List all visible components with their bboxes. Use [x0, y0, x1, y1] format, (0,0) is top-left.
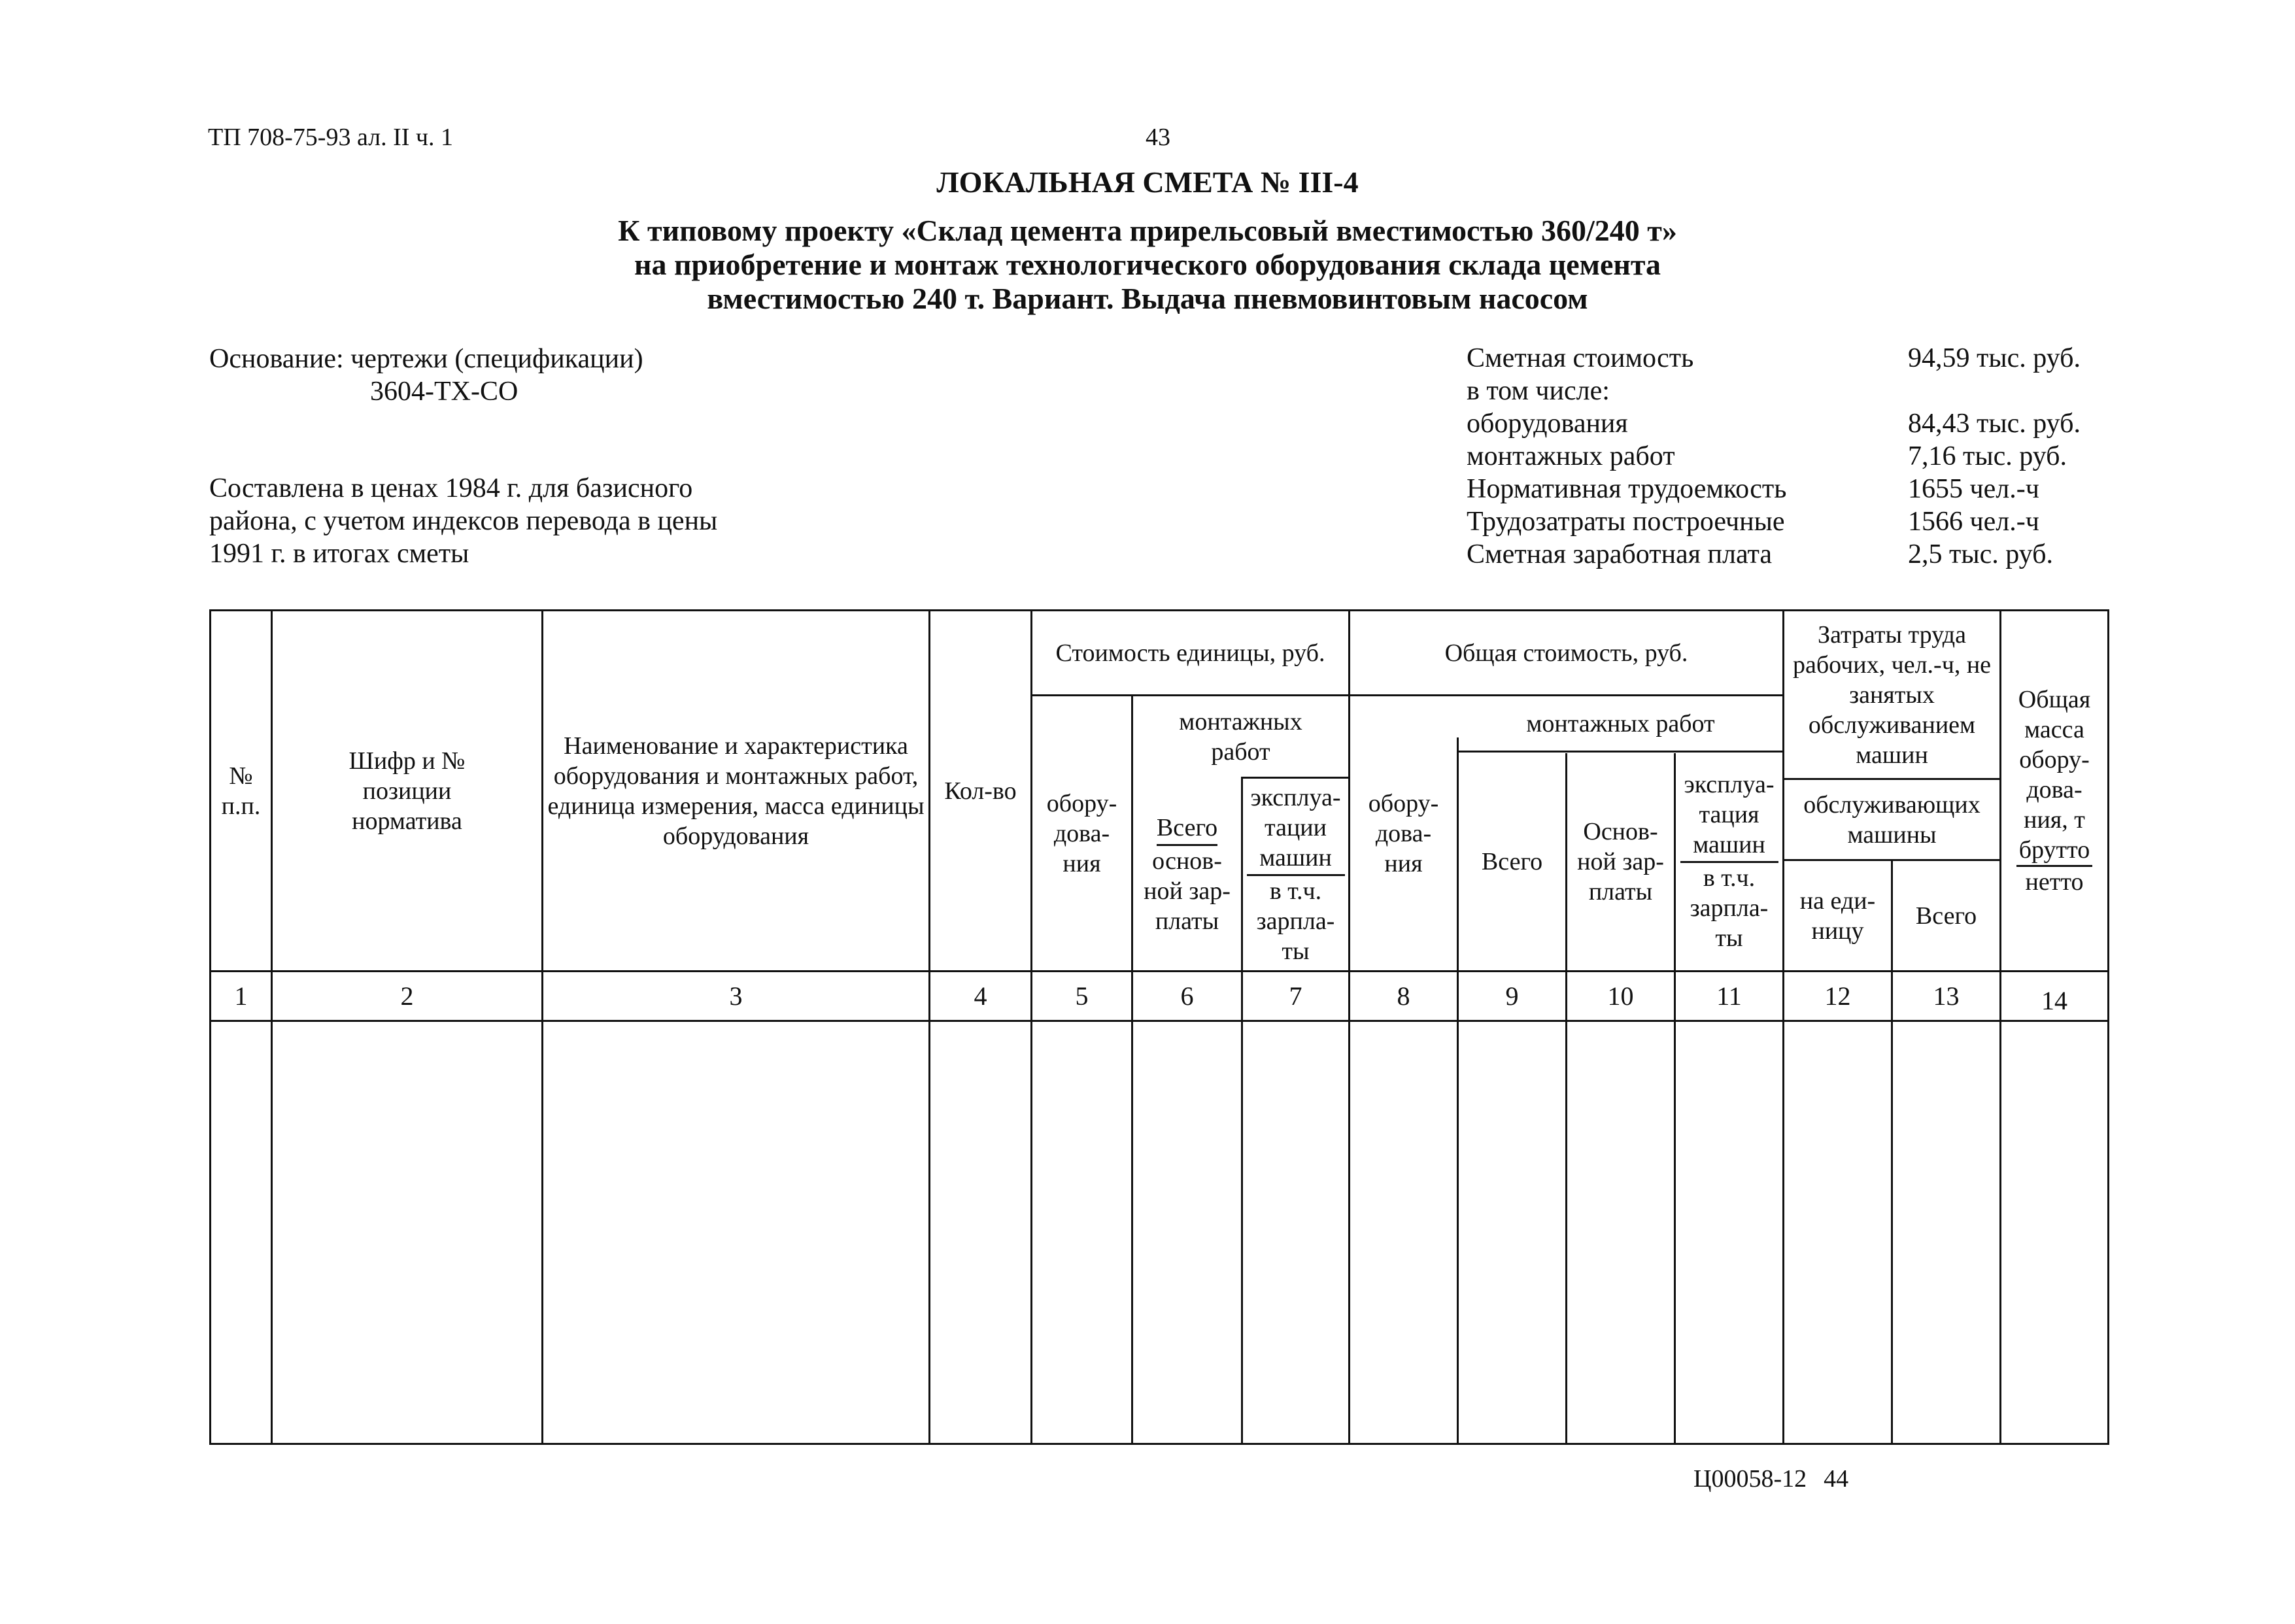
- summary-label: Сметная стоимость: [1467, 343, 1694, 373]
- summary-value: 2,5 тыс. руб.: [1908, 539, 2053, 569]
- summary-value: 1566 чел.-ч: [1908, 507, 2039, 537]
- header-unit-equipment: обору-дова-ния: [1046, 789, 1117, 877]
- column-number: 12: [1824, 981, 1851, 1011]
- basis-line-1: Основание: чертежи (спецификации): [209, 344, 643, 374]
- prices-note-line-1: Составлена в ценах 1984 г. для базисного: [209, 473, 693, 503]
- table-body-empty: [211, 1022, 2107, 1443]
- header-total-cost: Общая стоимость, руб.: [1444, 639, 1688, 667]
- column-number: 4: [974, 981, 987, 1011]
- summary-value: 84,43 тыс. руб.: [1908, 409, 2081, 439]
- summary-label: в том числе:: [1467, 376, 1610, 406]
- header-labor-costs: Затраты труда рабочих, чел.-ч, не занятых обслуживанием машин: [1792, 620, 1992, 769]
- footer-code: Ц00058-12 44: [1693, 1465, 1849, 1493]
- column-number: 2: [400, 981, 414, 1011]
- summary-label: Трудозатраты построечные: [1467, 507, 1785, 537]
- prices-note-line-3: 1991 г. в итогах сметы: [209, 539, 469, 569]
- summary-label: Сметная заработная плата: [1467, 539, 1773, 569]
- header-servicing-machines: обслуживающих машины: [1803, 790, 1980, 849]
- column-number: 5: [1075, 981, 1089, 1011]
- header-total-machine-operation: $\frac{\text{эксплуа-тация машин}}{\text{в т.ч. зарпла-ты}}$: [1676, 753, 1782, 970]
- project-title-line-3: вместимостью 240 т. Вариант. Выдача пневмовинтовым насосом: [707, 282, 1588, 315]
- header-item-name: Наименование и характеристика оборудования и монтажных работ, единица измерения, масса единицы оборудования: [547, 732, 925, 850]
- column-number: 10: [1607, 981, 1634, 1011]
- column-number: 14: [2041, 985, 2067, 1015]
- estimate-table: [209, 609, 2109, 1445]
- summary-value: 94,59 тыс. руб.: [1908, 343, 2081, 373]
- column-number: 7: [1289, 981, 1302, 1011]
- prices-note-line-2: района, с учетом индексов перевода в цены: [209, 506, 718, 536]
- column-number: 6: [1180, 981, 1194, 1011]
- header-labor-total: Всего: [1915, 902, 1977, 930]
- mass-gross-label: брутто: [2016, 835, 2093, 867]
- estimate-title: ЛОКАЛЬНАЯ СМЕТА № III-4: [936, 165, 1359, 199]
- column-number: 9: [1505, 981, 1519, 1011]
- header-quantity: Кол-во: [944, 777, 1017, 805]
- column-number: 3: [729, 981, 743, 1011]
- header-unit-machine-operation: $\frac{\text{эксплуа-тации машин}}{\text{в т.ч. зарпла-ты}}$: [1243, 779, 1348, 970]
- footer-page: 44: [1824, 1465, 1849, 1493]
- header-total-all: Всего: [1481, 847, 1543, 875]
- summary-value: 7,16 тыс. руб.: [1908, 441, 2067, 471]
- summary-label: оборудования: [1467, 409, 1628, 439]
- header-total-equipment: обору-дова-ния: [1368, 789, 1439, 877]
- header-labor-per-unit: на еди-ницу: [1799, 887, 1876, 945]
- header-total-base-pay: Основ-ной зар-платы: [1577, 817, 1664, 905]
- basis-line-2: 3604-ТХ-СО: [370, 377, 518, 407]
- column-number: 13: [1933, 981, 1960, 1011]
- summary-label: Нормативная трудоемкость: [1467, 474, 1787, 504]
- header-unit-all: $\frac{\text{Всего}}{\text{основ-ной зар-платы}}$: [1144, 814, 1231, 935]
- column-number: 8: [1397, 981, 1410, 1011]
- mass-net-label: нетто: [2025, 868, 2084, 896]
- header-norm-code: Шифр и № позиции норматива: [348, 747, 466, 835]
- header-row-number: № п.п.: [221, 762, 261, 820]
- header-total-mass: Общая масса обору-дова-ния, т брутто нетто: [2001, 611, 2107, 970]
- column-number: 1: [234, 981, 248, 1011]
- header-unit-installation: монтажных работ: [1179, 707, 1302, 766]
- summary-value: 1655 чел.-ч: [1908, 474, 2039, 504]
- column-number: 11: [1716, 981, 1742, 1011]
- page-number: 43: [1146, 124, 1170, 151]
- project-title-line-1: К типовому проекту «Склад цемента прирельсовый вместимостью 360/240 т»: [618, 214, 1677, 247]
- summary-label: монтажных работ: [1467, 441, 1675, 471]
- header-total-installation: монтажных работ: [1526, 709, 1715, 737]
- project-title-line-2: на приобретение и монтаж технологического оборудования склада цемента: [634, 248, 1661, 281]
- document-reference: ТП 708-75-93 ал. II ч. 1: [208, 124, 454, 151]
- header-unit-cost: Стоимость единицы, руб.: [1055, 639, 1325, 667]
